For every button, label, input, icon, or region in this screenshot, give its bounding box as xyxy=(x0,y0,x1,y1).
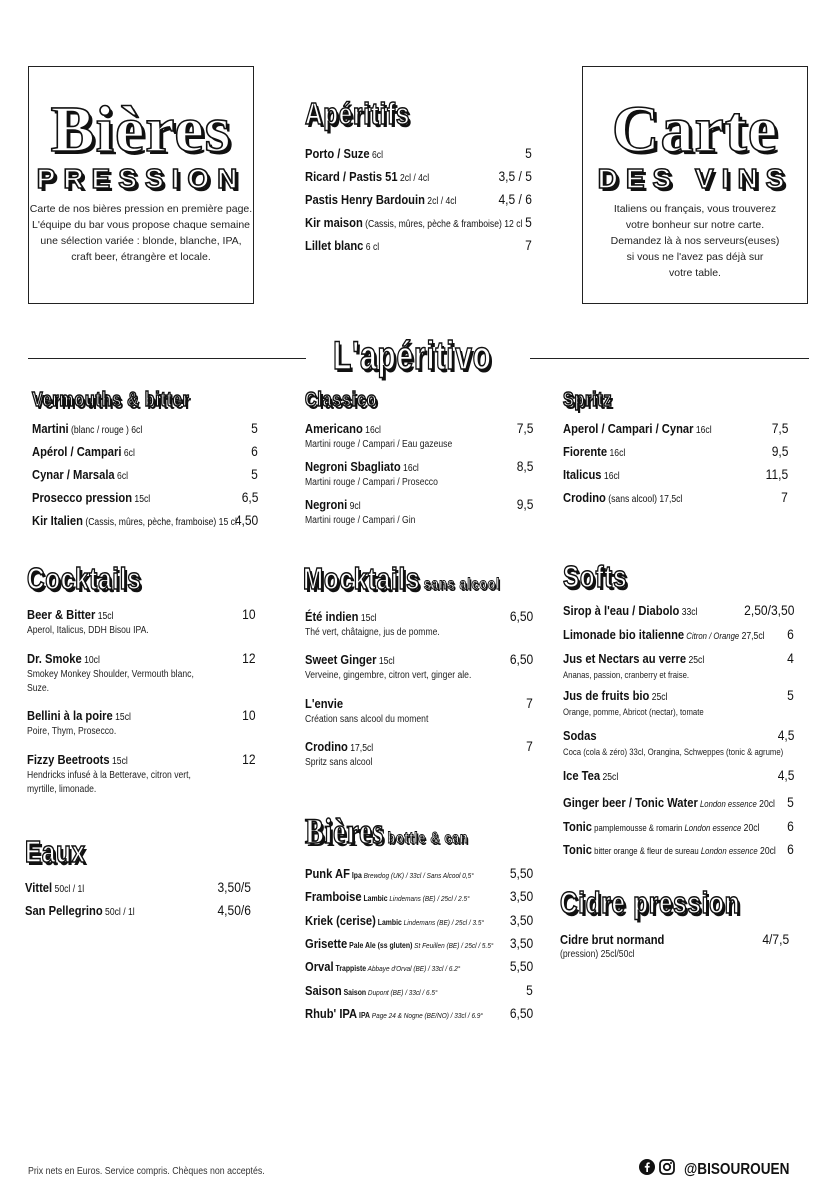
item-size: bitter orange & fleur de sureau xyxy=(591,846,699,856)
item-size: (blanc / rouge ) 6cl xyxy=(68,425,143,436)
item-name: Martini xyxy=(32,421,69,436)
item-size: 9cl xyxy=(347,501,361,512)
mocktails-heading xyxy=(303,563,500,594)
bottle-price: 3,50 xyxy=(509,911,533,928)
item-name: Pastis Henry Bardouin xyxy=(305,192,425,207)
item-size: pamplemousse & romarin xyxy=(591,823,683,833)
text-line: si vous ne l'avez pas déjà sur xyxy=(626,251,764,263)
mocktail-price: 6,50 xyxy=(509,608,533,624)
item-size: 16cl xyxy=(362,425,381,436)
mocktail-desc: Verveine, gingembre, citron vert, ginger ale. xyxy=(305,670,472,681)
soft-item xyxy=(563,688,668,703)
aperitif-price: 4,5 / 6 xyxy=(498,191,532,207)
classico-desc: Martini rouge / Campari / Gin xyxy=(305,515,416,526)
item-name: Apérol / Campari xyxy=(32,444,122,459)
soft-price: 4 xyxy=(787,650,794,666)
aperitifs-title: Apéritifs xyxy=(305,96,411,131)
classico-price: 7,5 xyxy=(516,420,533,436)
bottle-price: 6,50 xyxy=(509,1004,533,1021)
cocktail-desc: Smokey Monkey Shoulder, Vermouth blanc, xyxy=(27,669,194,680)
item-brand: London essence xyxy=(698,846,758,856)
item-style: IPA xyxy=(357,1010,371,1020)
aperitif-price: 7 xyxy=(525,237,532,253)
item-name: Sodas xyxy=(563,728,597,743)
cocktail-item xyxy=(27,651,100,666)
soft-item xyxy=(563,627,765,642)
item-size: 16cl xyxy=(607,448,626,459)
aperitif-item xyxy=(305,215,522,230)
item-origin: Brewdog (UK) / 33cl / Sans Alcool 0,5° xyxy=(361,871,474,880)
mocktail-item xyxy=(305,652,395,667)
item-size: 10cl xyxy=(81,655,100,666)
item-size: Citron / Orange xyxy=(684,631,740,641)
item-name: Saison xyxy=(305,982,342,998)
item-size: 15cl xyxy=(112,712,131,723)
soft-item xyxy=(563,728,597,743)
item-size: (Cassis, mûres, pèche, framboise) 15 cl xyxy=(82,517,237,528)
text-line: Carte de nos bières pression en première page. xyxy=(29,203,253,215)
eau-item xyxy=(25,903,135,918)
item-origin: Page 24 & Nogne (BE/NO) / 33cl / 6.9° xyxy=(370,1010,484,1020)
soft-item xyxy=(563,651,704,666)
cocktail-price: 12 xyxy=(242,751,256,767)
item-name: Été indien xyxy=(305,609,359,624)
soft-item xyxy=(563,819,759,834)
item-volume: 27,5cl xyxy=(739,631,765,642)
eau-price: 4,50/6 xyxy=(217,902,251,918)
mocktail-price: 6,50 xyxy=(509,651,533,667)
aperitif-item xyxy=(305,192,456,207)
item-name: Jus de fruits bio xyxy=(563,688,650,703)
item-name: Ginger beer / Tonic Water xyxy=(563,795,698,810)
bottle-price: 3,50 xyxy=(509,934,533,951)
classico-desc: Martini rouge / Campari / Prosecco xyxy=(305,477,438,488)
item-name: Jus et Nectars au verre xyxy=(563,651,687,666)
carte-vins-box xyxy=(582,66,808,304)
item-name: Aperol / Campari / Cynar xyxy=(563,421,694,436)
mocktail-item xyxy=(305,609,377,624)
item-origin: Lindemans (BE) / 25cl / 3.5° xyxy=(401,917,485,927)
text-line: Demandez là à nos serveurs(euses) xyxy=(610,235,780,247)
vermouth-price: 4,50 xyxy=(234,512,258,528)
item-name: Vittel xyxy=(25,880,53,895)
item-volume: 20cl xyxy=(757,846,776,857)
item-style: Trappiste xyxy=(333,964,367,974)
item-name: Crodino xyxy=(563,490,606,505)
item-name: Sirop à l'eau / Diabolo xyxy=(563,603,680,618)
item-size: (Cassis, mûres, pèche & framboise) 12 cl xyxy=(362,219,523,230)
item-name: Cynar / Marsala xyxy=(32,467,115,482)
bottle-item xyxy=(305,913,484,928)
cidre-title: Cidre pression xyxy=(560,885,741,920)
vermouth-item xyxy=(32,444,135,459)
aperitif-price: 3,5 / 5 xyxy=(498,168,532,184)
item-size: 25cl xyxy=(649,692,668,703)
cocktail-item xyxy=(27,708,131,723)
item-name: Fizzy Beetroots xyxy=(27,752,110,767)
cocktail-item xyxy=(27,752,128,767)
soft-price: 2,50/3,50 xyxy=(743,602,794,618)
cocktails-title: Cocktails xyxy=(27,561,142,596)
soft-item xyxy=(563,795,775,810)
eau-item xyxy=(25,880,84,895)
item-name: Sweet Ginger xyxy=(305,652,377,667)
item-name: Negroni xyxy=(305,497,348,512)
cidre-item-price: 4/7,5 xyxy=(762,931,789,947)
aperitivo-title: L'apéritivo xyxy=(333,334,492,378)
classico-item xyxy=(305,459,419,474)
item-size: 6cl xyxy=(114,471,129,482)
soft-price: 4,5 xyxy=(777,767,794,783)
mocktail-item xyxy=(305,696,343,711)
soft-price: 6 xyxy=(787,818,794,834)
vermouth-item xyxy=(32,421,142,436)
vermouth-price: 6,5 xyxy=(241,489,258,505)
classico-price: 9,5 xyxy=(516,496,533,512)
item-name: Dr. Smoke xyxy=(27,651,82,666)
classico-desc: Martini rouge / Campari / Eau gazeuse xyxy=(305,439,453,450)
item-size: 50cl / 1l xyxy=(52,884,85,895)
soft-desc: Ananas, passion, cranberry et fraise. xyxy=(563,670,690,680)
item-name: Orval xyxy=(305,959,334,975)
soft-item xyxy=(563,842,776,857)
item-name: Limonade bio italienne xyxy=(563,627,685,642)
item-volume: 20cl xyxy=(741,823,760,834)
eaux-title: Eaux xyxy=(25,834,86,869)
mocktails-title: Mocktails xyxy=(303,561,421,596)
spritz-title: Spritz xyxy=(563,389,613,411)
mocktail-price: 7 xyxy=(526,738,533,754)
bottle-subtitle: bottle & can xyxy=(387,830,469,847)
soft-desc: Orange, pomme, Abricot (nectar), tomate xyxy=(563,707,704,717)
item-name: Italicus xyxy=(563,467,602,482)
softs-title: Softs xyxy=(563,559,628,594)
instagram-handle[interactable]: @BISOUROUEN xyxy=(683,1160,790,1178)
classico-price: 8,5 xyxy=(516,458,533,474)
classico-title: Classico xyxy=(305,389,378,411)
item-origin: Dupont (BE) / 33cl / 6.5° xyxy=(366,987,438,997)
item-name: Tonic xyxy=(563,819,592,834)
soft-item xyxy=(563,603,698,618)
item-name: Grisette xyxy=(305,935,348,951)
item-size: (sans alcool) 17,5cl xyxy=(605,494,683,505)
cocktail-desc: Hendricks infusé à la Betterave, citron vert, xyxy=(27,770,191,781)
item-volume: 20cl xyxy=(756,799,775,810)
classico-item xyxy=(305,497,361,512)
cidre-item-name: Cidre brut normand xyxy=(560,932,665,947)
cocktail-price: 12 xyxy=(242,650,256,666)
item-style: Saison xyxy=(341,987,367,997)
spritz-price: 7 xyxy=(781,489,788,505)
bieres-title: Bières xyxy=(50,93,232,166)
item-size: 15cl xyxy=(132,494,151,505)
item-name: Framboise xyxy=(305,889,362,905)
item-name: Ricard / Pastis 51 xyxy=(305,169,398,184)
text-line: une sélection variée : blonde, blanche, IPA, xyxy=(40,235,242,247)
cocktail-item xyxy=(27,607,114,622)
item-name: Porto / Suze xyxy=(305,146,370,161)
cocktail-desc: myrtille, limonade. xyxy=(27,784,97,795)
soft-price: 6 xyxy=(787,626,794,642)
bottle-price: 5,50 xyxy=(509,958,533,975)
text-line: L'équipe du bar vous propose chaque semaine xyxy=(32,219,250,231)
soft-price: 5 xyxy=(787,794,794,810)
item-name: Negroni Sbagliato xyxy=(305,459,401,474)
bieres-pression-box xyxy=(28,66,254,304)
vermouth-item xyxy=(32,490,150,505)
item-size: 15cl xyxy=(358,613,377,624)
spritz-item xyxy=(563,490,682,505)
item-name: Prosecco pression xyxy=(32,490,133,505)
item-size: 33cl xyxy=(679,607,698,618)
item-name: Ice Tea xyxy=(563,768,601,783)
item-size: 15cl xyxy=(376,656,395,667)
bottle-heading xyxy=(305,813,468,849)
vermouth-price: 5 xyxy=(251,420,258,436)
item-style: Lambic xyxy=(361,894,388,904)
vermouths-title: Vermouths & bitter xyxy=(32,389,190,411)
bottle-title: Bières xyxy=(305,811,385,851)
item-name: Kir Italien xyxy=(32,513,83,528)
aperitif-price: 5 xyxy=(525,145,532,161)
cocktail-price: 10 xyxy=(242,606,256,622)
facebook-icon[interactable] xyxy=(639,1159,655,1180)
item-style: Pale Ale (ss gluten) xyxy=(347,940,413,950)
bottle-price: 3,50 xyxy=(509,888,533,905)
text-line: votre table. xyxy=(669,267,721,279)
item-size: 50cl / 1l xyxy=(102,907,135,918)
item-size: 25cl xyxy=(600,772,619,783)
mocktail-desc: Spritz sans alcool xyxy=(305,757,373,768)
des-vins-subtitle: DES VINS xyxy=(597,163,793,194)
soft-price: 6 xyxy=(787,841,794,857)
vermouth-item xyxy=(32,467,128,482)
text-line: craft beer, étrangère et locale. xyxy=(71,251,211,263)
item-name: Kriek (cerise) xyxy=(305,912,376,928)
item-size: 6cl xyxy=(369,150,383,161)
footer-note: Prix nets en Euros. Service compris. Chèques non acceptés. xyxy=(28,1166,265,1177)
soft-desc: Coca (cola & zéro) 33cl, Orangina, Schweppes (tonic & agrume) xyxy=(563,747,784,757)
item-name: Bellini à la poire xyxy=(27,708,113,723)
item-size: London essence xyxy=(697,799,757,809)
item-origin: Abbaye d'Orval (BE) / 33cl / 6.2° xyxy=(366,964,461,974)
bottle-item xyxy=(305,889,470,904)
mocktail-item xyxy=(305,739,373,754)
mocktails-subtitle: sans alcool xyxy=(423,576,501,593)
vins-description xyxy=(583,201,807,281)
cocktail-desc: Suze. xyxy=(27,683,49,694)
item-size: 6cl xyxy=(121,448,135,459)
soft-price: 5 xyxy=(787,687,794,703)
text-line: Italiens ou français, vous trouverez xyxy=(613,203,777,215)
bieres-description xyxy=(29,201,253,265)
item-size: 17,5cl xyxy=(347,743,374,754)
item-name: Crodino xyxy=(305,739,348,754)
item-origin: Lindemans (BE) / 25cl / 2.5° xyxy=(387,894,470,904)
divider-left xyxy=(28,358,306,359)
item-size: 2cl / 4cl xyxy=(424,196,457,207)
text-line: votre bonheur sur notre carte. xyxy=(625,219,765,231)
carte-title: Carte xyxy=(611,93,779,166)
bottle-item xyxy=(305,983,438,998)
cidre-item-desc: (pression) 25cl/50cl xyxy=(560,949,635,960)
item-name: Tonic xyxy=(563,842,592,857)
item-name: L'envie xyxy=(305,696,344,711)
spritz-price: 7,5 xyxy=(771,420,788,436)
item-brand: London essence xyxy=(682,823,742,833)
soft-price: 4,5 xyxy=(777,727,794,743)
bottle-item xyxy=(305,1006,483,1021)
item-size: 16cl xyxy=(693,425,712,436)
eau-price: 3,50/5 xyxy=(217,879,251,895)
item-size: 15cl xyxy=(109,756,128,767)
pression-subtitle: PRESSION xyxy=(36,163,246,194)
aperitif-item xyxy=(305,169,429,184)
spritz-price: 9,5 xyxy=(771,443,788,459)
item-size: 15cl xyxy=(95,611,114,622)
item-style: Ipa xyxy=(349,871,362,880)
social-handle xyxy=(639,1159,808,1180)
bottle-item xyxy=(305,866,474,881)
instagram-icon[interactable] xyxy=(659,1159,675,1180)
vermouth-price: 6 xyxy=(251,443,258,459)
cocktail-desc: Aperol, Italicus, DDH Bisou IPA. xyxy=(27,625,149,636)
mocktail-price: 7 xyxy=(526,695,533,711)
aperitif-item xyxy=(305,146,383,161)
item-size: 2cl / 4cl xyxy=(397,173,430,184)
spritz-item xyxy=(563,421,712,436)
soft-item xyxy=(563,768,618,783)
item-name: Punk AF xyxy=(305,866,350,881)
item-name: Rhub' IPA xyxy=(305,1005,358,1021)
item-size: 16cl xyxy=(601,471,620,482)
divider-right xyxy=(530,358,809,359)
item-size: 6 cl xyxy=(363,242,380,253)
item-origin: St Feuillen (BE) / 25cl / 5.5° xyxy=(412,940,494,950)
bottle-item xyxy=(305,959,460,974)
spritz-price: 11,5 xyxy=(765,466,788,482)
vermouth-price: 5 xyxy=(251,466,258,482)
aperitif-price: 5 xyxy=(525,214,532,230)
bottle-item xyxy=(305,936,493,951)
bottle-price: 5,50 xyxy=(509,865,533,881)
vermouth-item xyxy=(32,513,237,528)
aperitif-item xyxy=(305,238,379,253)
spritz-item xyxy=(563,444,625,459)
item-size: 25cl xyxy=(686,655,705,666)
item-name: Fiorente xyxy=(563,444,608,459)
item-name: Beer & Bitter xyxy=(27,607,96,622)
item-name: San Pellegrino xyxy=(25,903,103,918)
item-style: Lambic xyxy=(375,917,402,927)
bottle-price: 5 xyxy=(526,981,533,998)
item-name: Kir maison xyxy=(305,215,363,230)
classico-item xyxy=(305,421,381,436)
cocktail-price: 10 xyxy=(242,707,256,723)
spritz-item xyxy=(563,467,620,482)
mocktail-desc: Thé vert, châtaigne, jus de pomme. xyxy=(305,627,440,638)
mocktail-desc: Création sans alcool du moment xyxy=(305,714,429,725)
cocktail-desc: Poire, Thym, Prosecco. xyxy=(27,726,117,737)
item-name: Americano xyxy=(305,421,363,436)
item-size: 16cl xyxy=(400,463,419,474)
item-name: Lillet blanc xyxy=(305,238,364,253)
